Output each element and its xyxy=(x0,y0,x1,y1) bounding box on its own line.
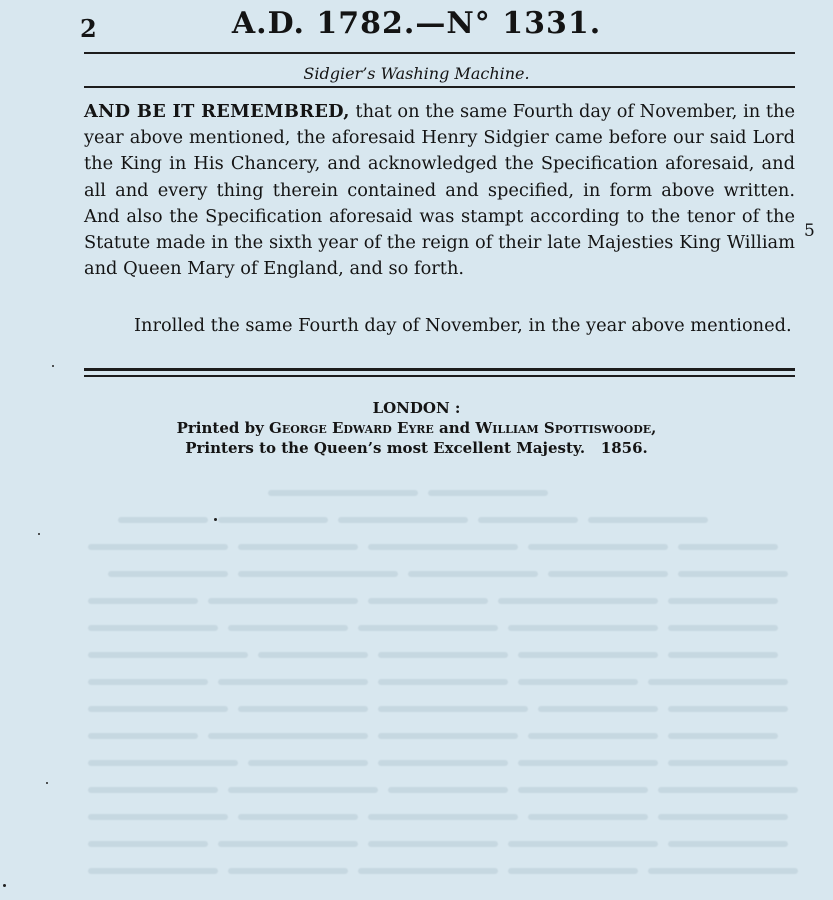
imprint-line-two xyxy=(0,438,833,458)
paper-speck xyxy=(46,782,48,784)
page-number: 2 xyxy=(80,14,97,43)
imprint-majesty: Printers to the Queen’s most Excellent Majesty. xyxy=(185,439,586,457)
bleed-through-line xyxy=(88,534,808,561)
bleed-through-line xyxy=(88,777,808,804)
bleed-through-line xyxy=(88,615,808,642)
paragraph-text: that on the same Fourth day of November, in the year above mentioned, the aforesaid Henry Sidgier came before our said Lord the King in His Chancery, and acknowledged the Specification aforesaid, and all and every thing therein contained and specified, in form above written. And also the Specification aforesaid was stampt according to the tenor of the Statute made in the sixth year of the reign of their late Majesties King William and Queen Mary of England, and so forth. xyxy=(84,101,796,280)
paper-speck xyxy=(3,884,6,887)
paper-speck xyxy=(38,533,40,535)
double-rule-top xyxy=(84,368,795,371)
bleed-through-line xyxy=(88,723,808,750)
double-rule-bottom xyxy=(84,375,795,377)
printer-one: George Edward Eyre xyxy=(269,419,434,437)
bleed-through-line xyxy=(88,561,808,588)
bleed-through-line xyxy=(88,750,808,777)
bleed-through-line xyxy=(88,696,808,723)
printer-two: William Spottiswoode xyxy=(475,419,652,437)
bleed-through-text xyxy=(88,480,808,885)
imprint-year: 1856. xyxy=(600,439,648,457)
body-paragraph xyxy=(84,99,795,282)
bleed-through-line xyxy=(88,858,808,885)
bleed-through-line xyxy=(88,669,808,696)
imprint-line-one xyxy=(0,418,833,438)
paragraph-lead: AND BE IT REMEMBRED, xyxy=(84,101,350,122)
bleed-through-line xyxy=(88,480,808,507)
printer-imprint xyxy=(0,398,833,458)
bleed-through-line xyxy=(88,831,808,858)
subtitle-rule xyxy=(84,86,795,88)
bleed-through-line xyxy=(88,588,808,615)
bleed-through-line xyxy=(88,507,808,534)
inrolled-statement: Inrolled the same Fourth day of November, in the year above mentioned. xyxy=(134,315,792,336)
bleed-through-line xyxy=(88,642,808,669)
document-subtitle: Sidgier’s Washing Machine. xyxy=(303,64,530,83)
imprint-city: LONDON : xyxy=(372,399,461,417)
imprint-and: and xyxy=(433,419,476,437)
imprint-prefix: Printed by xyxy=(176,419,270,437)
paper-speck xyxy=(214,518,217,521)
imprint-suffix: , xyxy=(651,419,657,437)
margin-line-number: 5 xyxy=(804,221,815,241)
top-rule xyxy=(84,52,795,54)
bleed-through-line xyxy=(88,804,808,831)
paper-speck xyxy=(52,365,54,367)
page-title: A.D. 1782.—N° 1331. xyxy=(231,6,602,41)
